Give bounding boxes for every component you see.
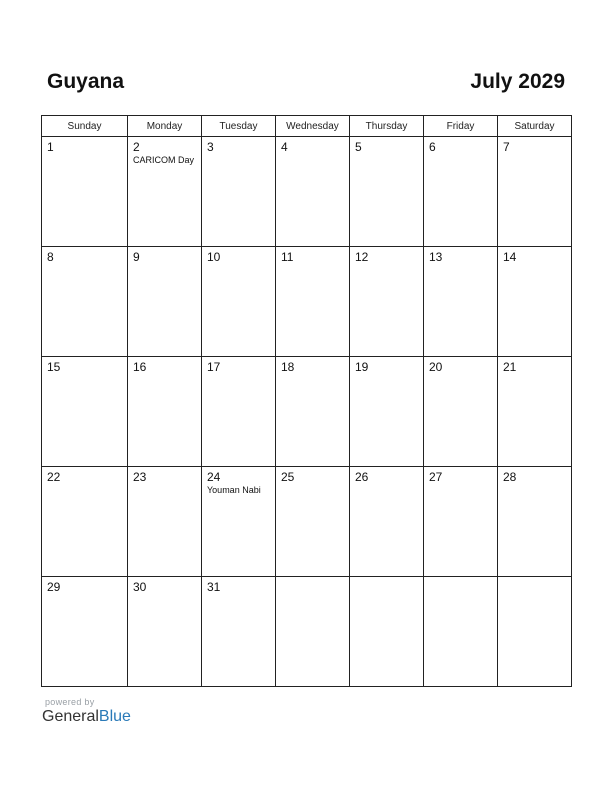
day-cell-content: [202, 247, 275, 264]
weekday-friday: Friday: [424, 116, 498, 137]
day-cell-content: [498, 357, 571, 374]
day-cell: [128, 577, 202, 687]
day-cell-content: [350, 577, 423, 581]
day-cell: [42, 357, 128, 467]
day-cell-content: [128, 137, 201, 166]
empty-day-cell: [276, 577, 350, 687]
day-cell-content: [276, 357, 349, 374]
weekday-saturday: Saturday: [498, 116, 572, 137]
day-cell: [42, 467, 128, 577]
day-cell-content: [424, 577, 497, 581]
day-number: 24: [207, 470, 221, 484]
day-cell: [498, 247, 572, 357]
day-number: 29: [47, 580, 61, 594]
weekday-wednesday: Wednesday: [276, 116, 350, 137]
day-cell: [424, 137, 498, 247]
week-row: [42, 467, 572, 577]
brand-general-text: General: [42, 708, 99, 725]
day-cell-content: [128, 577, 201, 594]
weekday-sunday: Sunday: [42, 116, 128, 137]
day-number: 26: [355, 470, 369, 484]
day-cell: [128, 247, 202, 357]
day-cell-content: [276, 467, 349, 484]
calendar-header: [41, 70, 570, 100]
day-number: 8: [47, 250, 54, 264]
day-cell: [202, 467, 276, 577]
day-cell-content: [350, 137, 423, 154]
day-number: 13: [429, 250, 443, 264]
month-calendar-grid: [41, 115, 572, 687]
day-number: 6: [429, 140, 436, 154]
empty-day-cell: [350, 577, 424, 687]
day-cell-content: [424, 137, 497, 154]
day-number: 4: [281, 140, 288, 154]
day-cell: [202, 357, 276, 467]
day-cell: [276, 357, 350, 467]
day-cell: [42, 137, 128, 247]
day-cell-content: [128, 357, 201, 374]
day-cell-content: [42, 577, 127, 594]
day-cell: [128, 357, 202, 467]
day-number: 10: [207, 250, 221, 264]
day-cell-content: [42, 357, 127, 374]
day-number: 31: [207, 580, 221, 594]
footer-branding: [42, 697, 131, 726]
day-number: 17: [207, 360, 221, 374]
holiday-label: CARICOM Day: [133, 155, 195, 165]
day-cell-content: [128, 467, 201, 484]
day-cell: [350, 357, 424, 467]
day-cell: [42, 577, 128, 687]
day-number: 30: [133, 580, 147, 594]
day-number: 25: [281, 470, 295, 484]
day-number: 21: [503, 360, 517, 374]
day-cell-content: [424, 247, 497, 264]
day-cell-content: [350, 357, 423, 374]
day-number: 12: [355, 250, 369, 264]
week-row: [42, 357, 572, 467]
day-cell-content: [424, 357, 497, 374]
weekday-header-row: [42, 116, 572, 137]
day-cell: [276, 467, 350, 577]
weekday-thursday: Thursday: [350, 116, 424, 137]
day-cell: [276, 247, 350, 357]
day-cell-content: [42, 467, 127, 484]
day-cell-content: [424, 467, 497, 484]
empty-day-cell: [498, 577, 572, 687]
day-cell: [498, 137, 572, 247]
day-number: 1: [47, 140, 54, 154]
day-cell: [128, 137, 202, 247]
day-cell: [202, 137, 276, 247]
day-cell-content: [498, 577, 571, 581]
day-number: 15: [47, 360, 61, 374]
day-number: 5: [355, 140, 362, 154]
day-number: 27: [429, 470, 443, 484]
day-cell: [424, 467, 498, 577]
day-cell: [202, 577, 276, 687]
day-cell-content: [128, 247, 201, 264]
day-number: 16: [133, 360, 147, 374]
month-title: July 2029: [470, 70, 565, 93]
day-cell-content: [498, 247, 571, 264]
day-cell: [350, 247, 424, 357]
day-cell-content: [202, 137, 275, 154]
day-cell: [350, 467, 424, 577]
day-cell-content: [202, 357, 275, 374]
day-number: 2: [133, 140, 140, 154]
brand-blue-text: Blue: [98, 708, 131, 725]
day-cell-content: [42, 247, 127, 264]
day-cell: [424, 247, 498, 357]
week-row: [42, 577, 572, 687]
day-number: 7: [503, 140, 510, 154]
country-title: Guyana: [47, 70, 125, 93]
empty-day-cell: [424, 577, 498, 687]
day-number: 9: [133, 250, 140, 264]
day-cell: [350, 137, 424, 247]
powered-by-label: powered by: [45, 697, 95, 707]
day-cell: [202, 247, 276, 357]
day-number: 19: [355, 360, 369, 374]
day-cell: [424, 357, 498, 467]
day-cell-content: [350, 247, 423, 264]
day-cell-content: [498, 137, 571, 154]
day-number: 23: [133, 470, 147, 484]
day-cell: [42, 247, 128, 357]
day-number: 14: [503, 250, 517, 264]
day-cell-content: [498, 467, 571, 484]
generalblue-logo[interactable]: [42, 708, 131, 726]
holiday-label: Youman Nabi: [207, 485, 261, 495]
day-cell-content: [202, 467, 275, 496]
day-cell: [498, 357, 572, 467]
day-cell: [276, 137, 350, 247]
day-cell-content: [202, 577, 275, 594]
week-row: [42, 137, 572, 247]
day-number: 18: [281, 360, 295, 374]
day-cell-content: [350, 467, 423, 484]
weekday-tuesday: Tuesday: [202, 116, 276, 137]
day-number: 3: [207, 140, 214, 154]
day-number: 22: [47, 470, 61, 484]
day-cell: [498, 467, 572, 577]
day-cell-content: [276, 577, 349, 581]
week-row: [42, 247, 572, 357]
day-cell-content: [42, 137, 127, 154]
day-number: 28: [503, 470, 517, 484]
day-number: 20: [429, 360, 443, 374]
day-cell-content: [276, 137, 349, 154]
day-number: 11: [281, 250, 294, 264]
day-cell-content: [276, 247, 349, 264]
day-cell: [128, 467, 202, 577]
weekday-monday: Monday: [128, 116, 202, 137]
